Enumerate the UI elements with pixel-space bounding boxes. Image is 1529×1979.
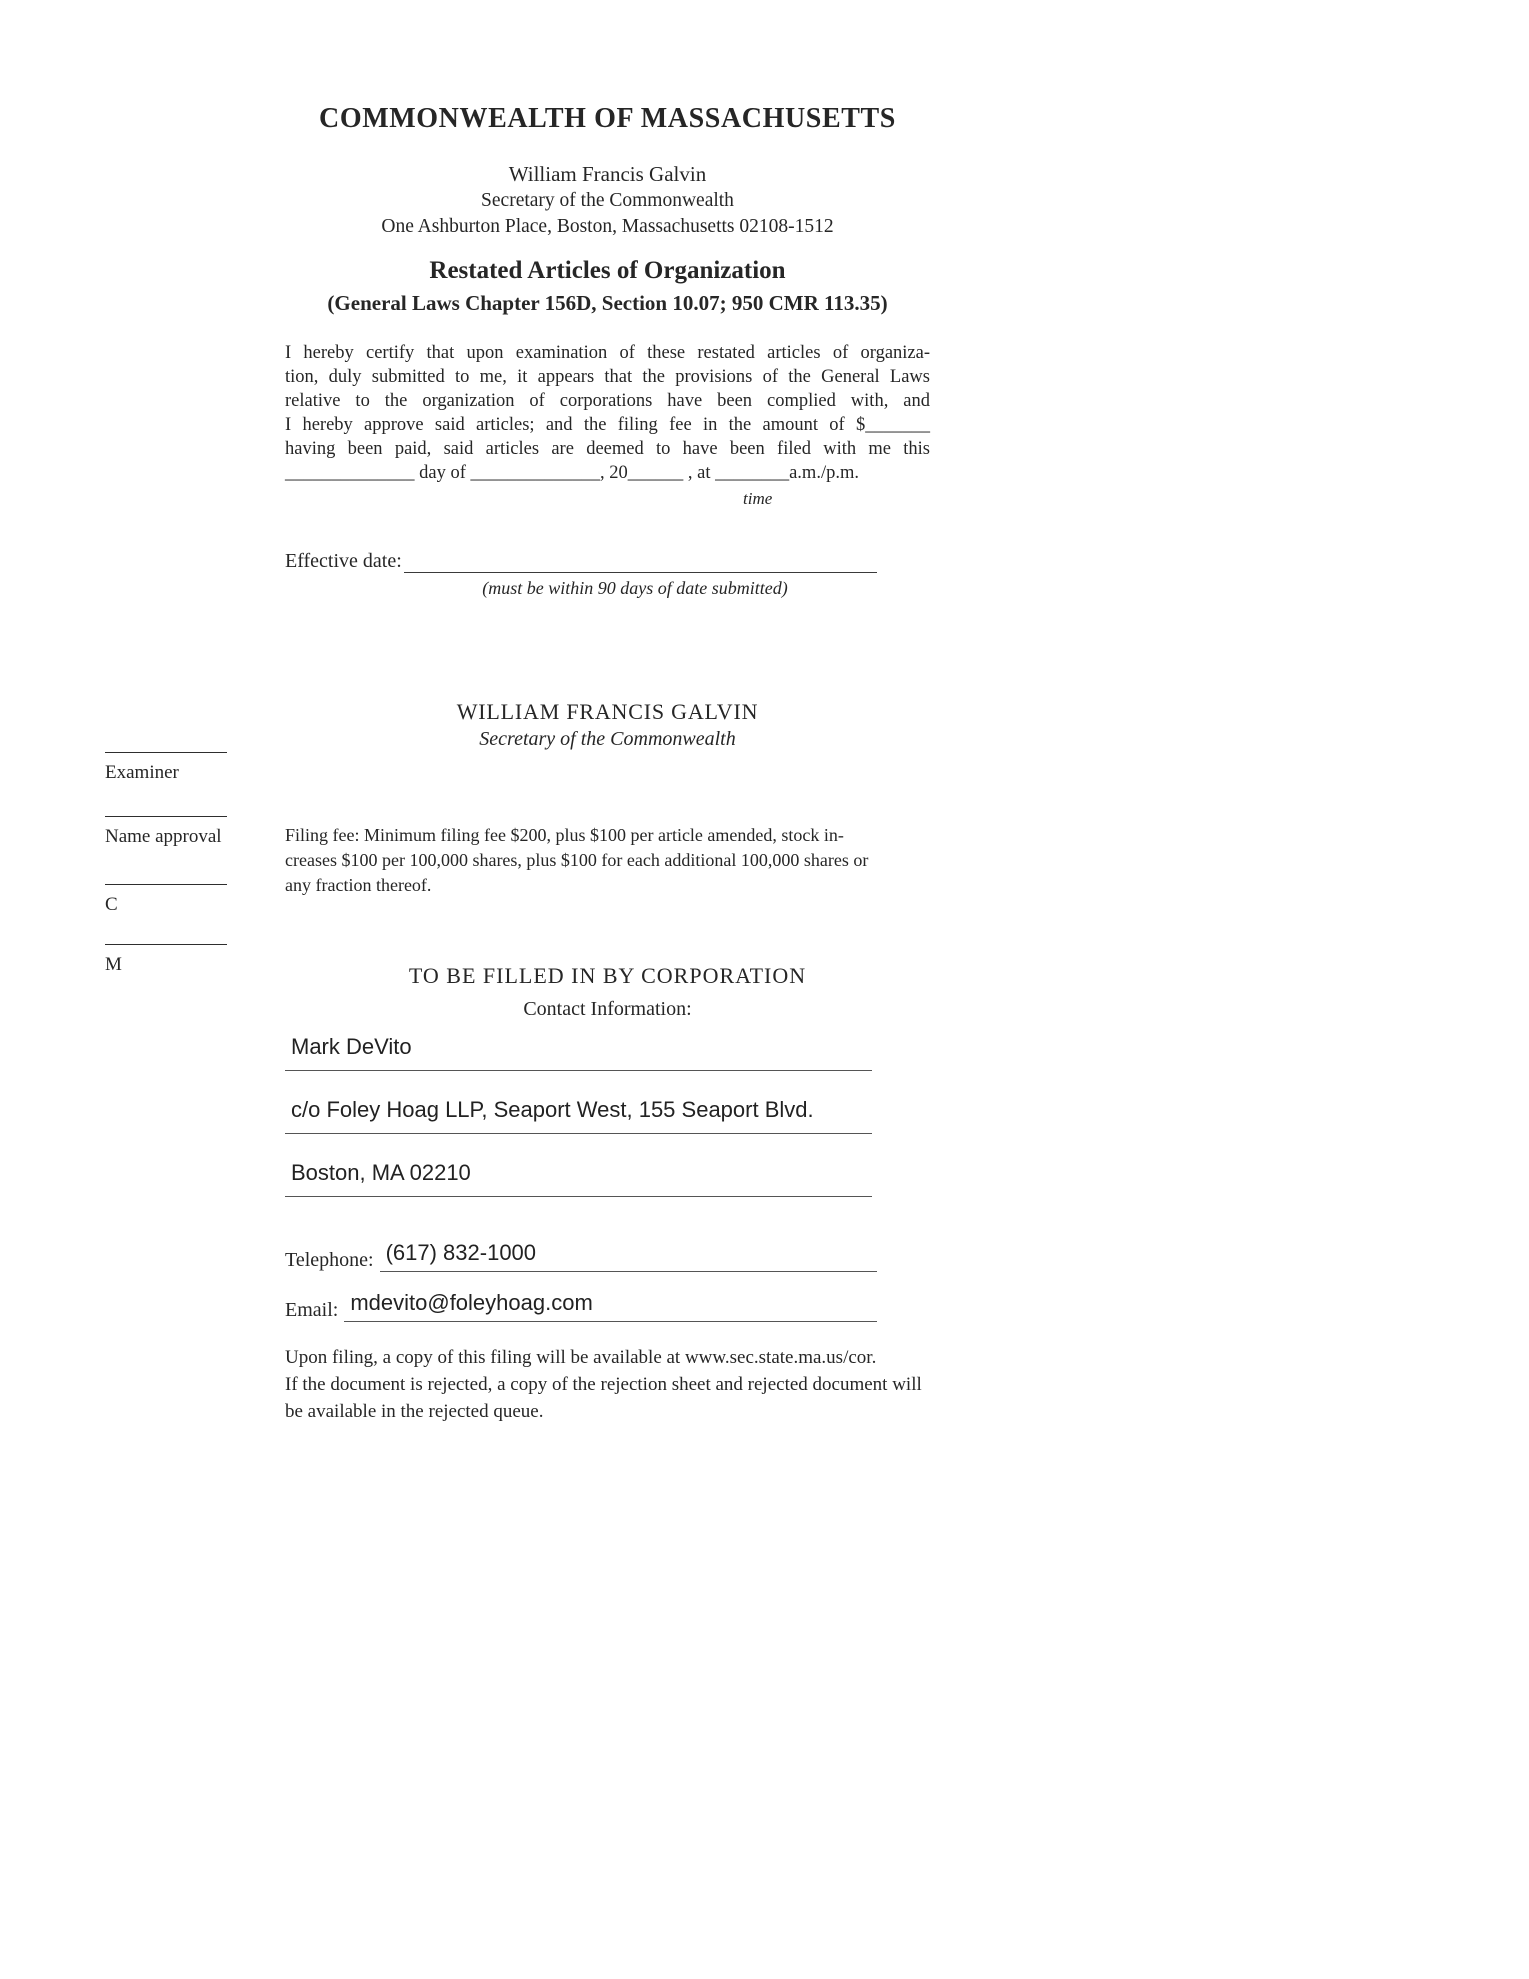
signature-name: WILLIAM FRANCIS GALVIN <box>456 699 759 724</box>
contact-address-line2-value: Boston, MA 02210 <box>291 1160 471 1185</box>
effective-date-blank <box>404 551 877 573</box>
footer-line: Upon filing, a copy of this filing will be available at www.sec.state.ma.us/cor. <box>285 1347 877 1368</box>
certification-line: I hereby approve said articles; and the filing fee in the amount of $_______ <box>285 415 930 435</box>
time-caption: time <box>743 489 773 508</box>
secretary-role: Secretary of the Commonwealth <box>481 190 734 211</box>
telephone-value: (617) 832-1000 <box>385 1240 537 1265</box>
filing-fee-paragraph <box>285 823 930 898</box>
certification-line: having been paid, said articles are deemed to have been filed with me this <box>285 439 930 459</box>
secretary-name: William Francis Galvin <box>508 162 707 186</box>
footer-line: be available in the rejected queue. <box>285 1401 544 1422</box>
secretary-address: One Ashburton Place, Boston, Massachusetts 02108-1512 <box>381 216 834 237</box>
m-field <box>105 944 227 976</box>
examiner-field <box>105 752 227 784</box>
effective-date-section <box>285 550 930 599</box>
contact-name-field <box>285 1034 872 1071</box>
certification-line: tion, duly submitted to me, it appears that the provisions of the General Laws <box>285 367 930 387</box>
contact-name-value: Mark DeVito <box>291 1034 412 1059</box>
footer-paragraph <box>285 1344 930 1425</box>
secretary-block <box>285 160 930 240</box>
certification-paragraph <box>285 341 930 511</box>
name-approval-field <box>105 816 227 848</box>
c-label: C <box>105 894 118 915</box>
corporation-heading: TO BE FILLED IN BY CORPORATION <box>408 963 807 988</box>
form-title: Restated Articles of Organization <box>429 257 786 284</box>
m-label: M <box>105 954 122 975</box>
document-header <box>285 103 930 135</box>
c-field <box>105 884 227 916</box>
certification-line: I hereby certify that upon examination of these restated articles of organiza- <box>285 343 930 363</box>
email-label: Email: <box>285 1299 339 1321</box>
telephone-row <box>285 1240 877 1272</box>
signature-role: Secretary of the Commonwealth <box>479 728 736 750</box>
contact-address-line2-field <box>285 1160 872 1197</box>
page-title: COMMONWEALTH OF MASSACHUSETTS <box>319 103 896 134</box>
certification-line: relative to the organization of corporations have been complied with, and <box>285 391 930 411</box>
effective-date-label: Effective date: <box>285 550 402 572</box>
effective-date-note: (must be within 90 days of date submitted) <box>482 578 788 598</box>
name-approval-label: Name approval <box>105 826 222 847</box>
email-value: mdevito@foleyhoag.com <box>350 1290 593 1315</box>
contact-information-heading: Contact Information: <box>523 998 692 1020</box>
contact-address-line1-field <box>285 1097 872 1134</box>
form-heading <box>285 257 930 316</box>
filing-fee-line: Filing fee: Minimum filing fee $200, plus $100 per article amended, stock in- <box>285 825 844 845</box>
corporation-section-heading <box>285 963 930 1021</box>
telephone-label: Telephone: <box>285 1249 374 1271</box>
filing-fee-line: creases $100 per 100,000 shares, plus $100 for each additional 100,000 shares or <box>285 850 869 870</box>
email-field <box>344 1290 877 1322</box>
contact-address-line1-value: c/o Foley Hoag LLP, Seaport West, 155 Seaport Blvd. <box>291 1097 814 1122</box>
filing-fee-line: any fraction thereof. <box>285 875 432 895</box>
examiner-label: Examiner <box>105 762 179 783</box>
signature-block <box>285 699 930 751</box>
telephone-field <box>380 1240 877 1272</box>
footer-line: If the document is rejected, a copy of the rejection sheet and rejected document will <box>285 1374 922 1395</box>
certification-line: ______________ day of ______________, 20______ , at ________a.m./p.m. <box>285 463 859 483</box>
effective-date-row <box>285 550 877 573</box>
email-row <box>285 1290 877 1322</box>
form-statute: (General Laws Chapter 156D, Section 10.07; 950 CMR 113.35) <box>327 291 888 315</box>
